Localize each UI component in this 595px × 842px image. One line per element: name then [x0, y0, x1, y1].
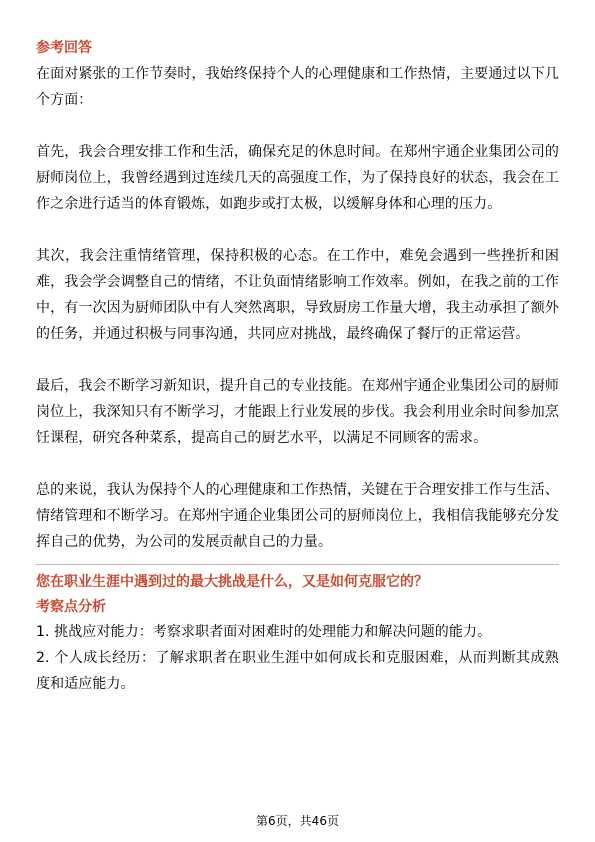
paragraph-first: 首先，我会合理安排工作和生活，确保充足的休息时间。在郑州宇通企业集团公司的厨师岗位上，我曾经遇到过连续几天的高强度工作，为了保持良好的状态，我会在工作之余进行适当的体育锻炼，如跑步或打太极，以缓解身体和心理的压力。 — [36, 144, 559, 212]
paragraph-gap — [36, 451, 559, 477]
answer-label: 参考回答 — [36, 40, 92, 56]
section-divider — [36, 564, 559, 565]
analysis-item: 2. 个人成长经历：了解求职者在职业生涯中如何成长和克服困难，从而判断其成熟度和适应能力。 — [36, 650, 559, 692]
paragraph-second: 其次，我会注重情绪管理，保持积极的心态。在工作中，难免会遇到一些挫折和困难，我会学会调整自己的情绪，不让负面情绪影响工作效率。例如，在我之前的工作中，有一次因为厨师团队中有人突然离职，导致厨房工作量大增，我主动承担了额外的任务，并通过积极与同事沟通，共同应对挑战，最终确保了餐厅的正常运营。 — [36, 248, 559, 342]
next-question-heading: 您在职业生涯中遇到过的最大挑战是什么，又是如何克服它的？ — [36, 574, 428, 590]
paragraph-gap — [36, 113, 559, 139]
paragraph-summary: 总的来说，我认为保持个人的心理健康和工作热情，关键在于合理安排工作与生活、情绪管理和不断学习。在郑州宇通企业集团公司的厨师岗位上，我相信我能够充分发挥自己的优势，为公司的发展贡献自己的力量。 — [36, 482, 559, 550]
paragraph-last: 最后，我会不断学习新知识，提升自己的专业技能。在郑州宇通企业集团公司的厨师岗位上，我深知只有不断学习，才能跟上行业发展的步伐。我会利用业余时间参加烹饪课程，研究各种菜系，提高自己的厨艺水平，以满足不同顾客的需求。 — [36, 378, 559, 446]
analysis-label: 考察点分析 — [36, 599, 106, 615]
paragraph-gap — [36, 217, 559, 243]
analysis-item: 1. 挑战应对能力：考察求职者面对困难时的处理能力和解决问题的能力。 — [36, 624, 492, 640]
page-number: 第6页，共46页 — [256, 814, 339, 828]
paragraph-gap — [36, 347, 559, 373]
intro-paragraph: 在面对紧张的工作节奏时，我始终保持个人的心理健康和工作热情，主要通过以下几个方面： — [36, 66, 559, 108]
page-content — [36, 38, 559, 697]
